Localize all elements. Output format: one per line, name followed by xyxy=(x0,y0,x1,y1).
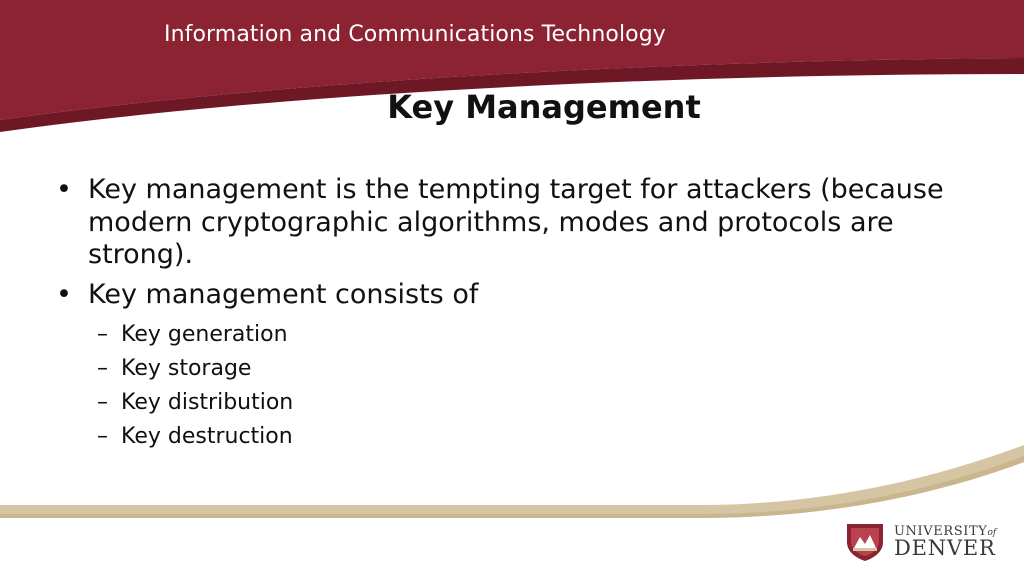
sub-bullet-text: Key distribution xyxy=(121,390,294,415)
sub-bullet-mark: – xyxy=(97,322,108,347)
sub-bullet-mark: – xyxy=(97,356,108,381)
logo-university-text: UNIVERSITYof xyxy=(894,524,997,539)
sub-bullet-text: Key generation xyxy=(121,322,288,347)
slide-title: Key Management xyxy=(387,88,701,126)
bullet-mark: • xyxy=(56,278,72,310)
logo-denver-text: DENVER xyxy=(894,536,996,560)
shield-crest-icon xyxy=(844,522,886,562)
header-text: Information and Communications Technology xyxy=(164,22,666,47)
sub-bullet-item xyxy=(56,352,986,386)
sub-bullet-item xyxy=(56,386,986,420)
slide-content xyxy=(56,174,986,454)
sub-bullet-mark: – xyxy=(97,424,108,449)
bullet-text: Key management is the tempting target for attackers (because modern cryptographic algorithms, modes and protocols are strong). xyxy=(88,174,944,270)
university-logo xyxy=(844,522,1004,562)
sub-bullet-item xyxy=(56,420,986,454)
sub-bullet-text: Key destruction xyxy=(121,424,293,449)
bullet-mark: • xyxy=(56,174,72,205)
bullet-item xyxy=(56,174,986,272)
bullet-item xyxy=(56,279,986,312)
sub-bullet-mark: – xyxy=(97,390,108,415)
sub-bullet-text: Key storage xyxy=(121,356,252,381)
sub-bullet-item xyxy=(56,318,986,352)
footer-swoosh xyxy=(0,445,1024,518)
bullet-text: Key management consists of xyxy=(88,278,479,310)
